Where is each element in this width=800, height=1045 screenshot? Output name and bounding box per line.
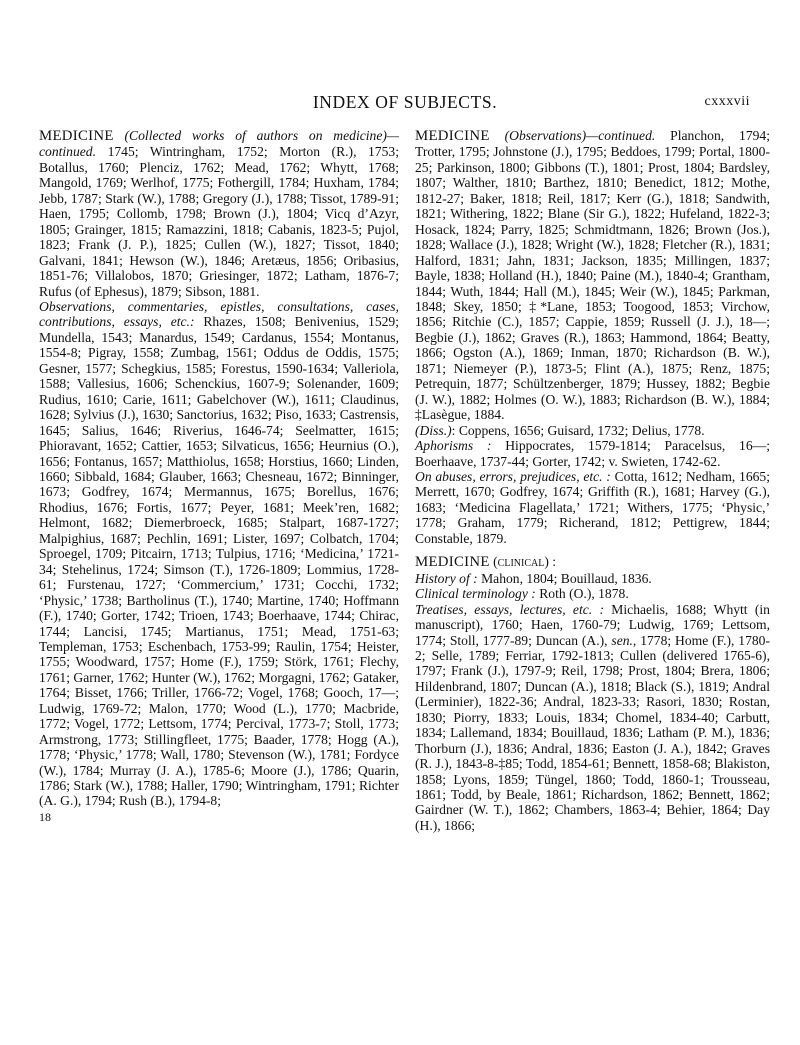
entry-heading: MEDICINE (39, 128, 114, 144)
entry-terminology (415, 586, 770, 601)
subentry-label: On abuses, errors, prejudices, etc. : (415, 468, 611, 484)
entry-observations (39, 299, 399, 809)
subentry-label: History of : (415, 570, 478, 586)
entry-text: 1778; Home (F.), 1780-2; Selle, 1789; Ferriar, 1792-1813; Cullen (delivered 1765-6), 1797; Frank (J.), 1797-9; Reil, 1798; Prost, 1804; Brera, 1806; Hildenbrand, 1807; Duncan (A.), 1818; Black (S.), 1819; Andral (Lerminier), 1822-36; Andral, 1823-33; Rasori, 1830; Rostan, 1830; Piorry, 1833; Louis, 1834; Chomel, 1834-40; Carbutt, 1834; Lallemand, 1834; Bouillaud, 1836; Latham (P. M.), 1836; Thorburn (J.), 1836; Andral, 1836; Easton (J. A.), 1842; Graves (R. J.), 1843-8-‡85; Todd, 1854-61; Bennett, 1858-68; Blakiston, 1858; Lyons, 1859; Tüngel, 1860; Todd, 1860-1; Trousseau, 1861; Todd, by Beale, 1861; Richardson, 1862; Bennett, 1862; Gairdner (W. T.), 1862; Chambers, 1863-4; Behier, 1864; Day (H.), 1866; (415, 632, 771, 833)
signature-mark: 18 (39, 809, 51, 824)
entry-text: Hippocrates, 1579-1814; Paracelsus, 16—; Boerhaave, 1737-44; Gorter, 1742; v. Swieten, 1742-62. (415, 438, 770, 469)
entry-subheading: (Collected works of authors on medicine)—continued. (39, 128, 399, 160)
right-column (415, 128, 770, 833)
entry-text: Rhazes, 1508; Benivenius, 1529; Mundella, 1543; Manardus, 1549; Cardanus, 1554; Montanus, 1554-8; Pigray, 1558; Zumbag, 1561; Oddus de Oddis, 1575; Gesner, 1577; Schegkius, 1585; Forestus, 1590-1634; Valleriola, 1588; Vallesius, 1606; Schenckius, 1607-9; Solenander, 1609; Rudius, 1610; Carie, 1611; Gabelchover (W.), 1611; Claudinus, 1628; Sylvius (J.), 1630; Sanctorius, 1632; Piso, 1633; Castrensis, 1645; Salius, 1646; Riverius, 1646-74; Seelmatter, 1615; Phioravant, 1652; Cattier, 1653; Silvaticus, 1656; Heurnius (O.), 1656; Fontanus, 1657; Matthiolus, 1658; Horstius, 1660; Linden, 1660; Sibbald, 1684; Glauber, 1663; Chesneau, 1672; Binninger, 1673; Godfrey, 1674; Mermannus, 1675; Borellus, 1676; Rhodius, 1676; Fortis, 1677; Peyer, 1681; Meek’ren, 1682; Helmont, 1682; Diemerbroeck, 1685; Stalpart, 1687-1727; Malpighius, 1687; Pechlin, 1691; Lister, 1697; Colbatch, 1704; Sproegel, 1709; Pitcairn, 1713; Tulpius, 1716; ‘Medicina,’ 1721-34; Stehelinus, 1724; Simson (T.), 1726-1809; Lommius, 1728-61; Furstenau, 1727; ‘Commercium,’ 1731; Cocchi, 1732; ‘Physic,’ 1738; Bartholinus (T.), 1740; Martine, 1740; Hoffmann (F.), 1740; Gorter, 1742; Trioen, 1743; Boerhaave, 1744; Chirac, 1744; Lancisi, 1745; Martianus, 1751; Mead, 1751-63; Templeman, 1753; Eschenbach, 1753-99; Raulin, 1754; Heister, 1755; Woodward, 1757; Home (F.), 1759; Störk, 1761; Flechy, 1761; Garner, 1762; Hunter (W.), 1762; Morgagni, 1762; Gataker, 1764; Bisset, 1766; Triller, 1766-72; Vogel, 1768; Gooch, 17—; Ludwig, 1769-72; Malon, 1770; Wood (L.), 1770; Macbride, 1772; Vogel, 1772; Lettsom, 1774; Percival, 1773-7; Stoll, 1773; Armstrong, 1773; Stillingfleet, 1775; Baader, 1778; Hogg (A.), 1778; ‘Physic,’ 1778; Wall, 1780; Stevenson (W.), 1781; Fordyce (W.), 1784; Murray (J. A.), 1785-6; Moore (J.), 1786; Quarin, 1786; Stark (W.), 1788; Haller, 1790; Wintringham, 1791; Richter (A. G.), 1794; Rush (B.), 1794-8; (39, 314, 399, 809)
entry-clinical-heading (415, 554, 770, 570)
subentry-label: Treatises, essays, lectures, etc. : (415, 601, 604, 617)
entry-text: Roth (O.), 1878. (539, 586, 629, 602)
subentry-label: Observations, commentaries, epistles, consultations, cases, contributions, essays, etc.: (39, 298, 399, 330)
entry-text: Planchon, 1794; Trotter, 1795; Johnstone (J.), 1795; Beddoes, 1799; Portal, 1800-25; Parkinson, 1800; Gibbons (T.), 1801; Prost, 1804; Bardsley, 1807; Walther, 1810; Barthez, 1810; Benedict, 1812; Mothe, 1812-27; Baker, 1818; Reil, 1817; Kerr (G.), 1818; Sandwith, 1821; Withering, 1822; Blane (Sir G.), 1822; Hufeland, 1822-3; Hosack, 1824; Parry, 1825; Schmidtmann, 1826; Brown (Jos.), 1828; Wallace (J.), 1828; Wright (W.), 1828; Fletcher (R.), 1831; Halford, 1831; Jahn, 1831; Jackson, 1835; Millingen, 1837; Bayle, 1838; Holland (H.), 1840; Paine (M.), 1840-4; Grantham, 1844; Wuth, 1844; Hall (M.), 1845; Weir (W.), 1845; Parkman, 1848; Skey, 1850; ‡*Lane, 1853; Toogood, 1853; Virchow, 1856; Ritchie (C.), 1857; Cappie, 1859; Russell (J. J.), 18—; Begbie (J.), 1862; Graves (R.), 1863; Hammond, 1864; Beatty, 1866; Ogston (A.), 1869; Inman, 1870; Richardson (B. W.), 1871; Niemeyer (P.), 1873-5; Flint (A.), 1875; Renz, 1875; Petrequin, 1877; Schültzenberger, 1879; Hussey, 1882; Begbie (J. W.), 1882; Holmes (O. W.), 1883; Richardson (B. W.), 1884; ‡Lasègue, 1884. (415, 128, 770, 423)
entry-history (415, 571, 770, 586)
entry-heading: MEDICINE (415, 554, 490, 571)
subentry-label: Clinical terminology : (415, 586, 536, 602)
entry-text: Cotta, 1612; Nedham, 1665; Merrett, 1670; Godfrey, 1674; Griffith (R.), 1681; Harvey (G.), 1683; ‘Medicina Flagellata,’ 1721; Withers, 1775; ‘Physic,’ 1778; Graham, 1779; Richerand, 1812; Pettigrew, 1844; Constable, 1879. (415, 468, 770, 546)
entry-aphorisms (415, 438, 770, 469)
entry-text: 1745; Wintringham, 1752; Morton (R.), 1753; Botallus, 1760; Plenciz, 1762; Mead, 1762; Whytt, 1768; Mangold, 1769; Werlhof, 1775; Fothergill, 1784; Huxham, 1784; Jebb, 1787; Stark (W.), 1788; Gregory (J.), 1788; Tissot, 1789-91; Haen, 1795; Collomb, 1798; Brown (J.), 1804; Vicq d’Azyr, 1805; Grainger, 1815; Ramazzini, 1818; Cabanis, 1823-5; Pujol, 1823; Frank (J. P.), 1825; Cullen (W.), 1827; Tissot, 1840; Galvani, 1841; Hewson (W.), 1846; Aretæus, 1856; Oribasius, 1851-76; Villalobos, 1870; Griesinger, 1872; Latham, 1876-7; Rufus (of Ephesus), 1879; Sibson, 1881. (39, 144, 399, 299)
entry-abbrev: sen., (611, 632, 637, 648)
left-column (39, 128, 399, 825)
entry-dissertations (415, 423, 770, 438)
entry-text: Michaelis, 1688; Whytt (in manuscript), 1760; Haen, 1760-79; Ludwig, 1769; Lettsom, 1774; Stoll, 1777-89; Duncan (A.), (415, 601, 770, 648)
entry-treatises (415, 602, 770, 834)
entry-observations-continued (415, 128, 770, 423)
page-number: cxxxvii (704, 94, 750, 109)
entry-collected-works (39, 128, 399, 299)
running-title: INDEX OF SUBJECTS. (312, 92, 498, 112)
page-header (60, 92, 750, 114)
entry-abuses (415, 469, 770, 546)
entry-subheading: (clinical) : (493, 554, 557, 570)
entry-text: : Coppens, 1656; Guisard, 1732; Delius, 1778. (451, 422, 705, 438)
entry-subheading: (Observations)—continued. (504, 128, 656, 143)
subentry-label: (Diss.) (415, 422, 452, 438)
entry-heading: MEDICINE (415, 128, 490, 144)
subentry-label: Aphorisms : (415, 438, 492, 454)
entry-text: Mahon, 1804; Bouillaud, 1836. (481, 570, 652, 586)
